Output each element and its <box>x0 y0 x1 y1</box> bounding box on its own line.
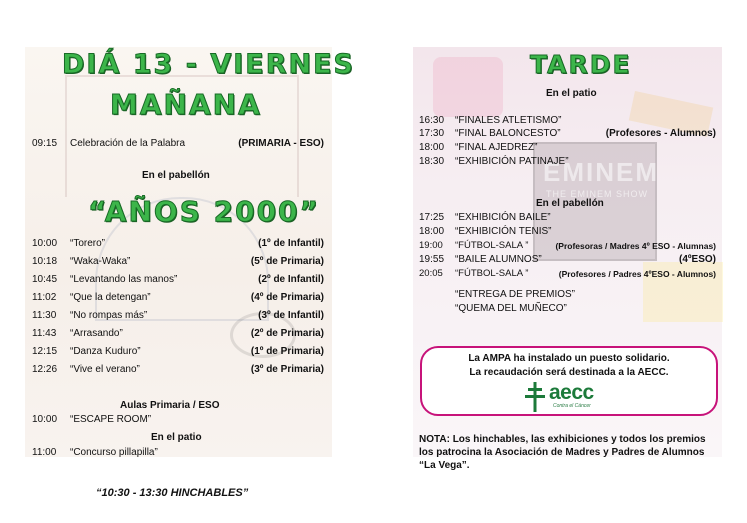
row-time: 11:43 <box>32 328 57 339</box>
aecc-logo <box>523 381 623 413</box>
day-title: DIÁ 13 - VIERNES <box>62 49 355 80</box>
theme-title: “AÑOS 2000” <box>88 195 320 228</box>
row-group: (5º de Primaria) <box>250 256 324 267</box>
row-activity: “BAILE ALUMNOS” <box>455 254 542 265</box>
notice-line: La AMPA ha instalado un puesto solidario. <box>468 353 670 364</box>
row-time: 19:00 <box>419 240 443 251</box>
row-activity: “EXHIBICIÓN PATINAJE” <box>455 156 569 167</box>
row-group: (3º de Primaria) <box>250 364 324 375</box>
row-group: (Profesoras / Madres 4º ESO - Alumnas) <box>555 241 716 251</box>
row-activity: “Vive el verano” <box>70 364 140 375</box>
row-time: 12:26 <box>32 364 58 375</box>
row-time: 12:15 <box>32 346 58 357</box>
row-activity: “FINAL AJEDREZ” <box>455 142 538 153</box>
inflatables-footer: “10:30 - 13:30 HINCHABLES” <box>96 487 249 499</box>
row-time: 18:30 <box>419 156 445 167</box>
solidarity-notice-box <box>420 346 718 416</box>
row-activity: “ESCAPE ROOM” <box>70 414 152 425</box>
morning-title: MAÑANA <box>110 88 262 121</box>
venue-courtyard-right: En el patio <box>546 88 597 99</box>
row-activity: “Que la detengan” <box>70 292 151 303</box>
row-time: 20:05 <box>419 268 443 279</box>
row-activity: “Torero” <box>70 238 106 249</box>
row-group: (Profesores / Padres 4ºESO - Alumnos) <box>558 269 716 279</box>
row-time: 17:30 <box>419 128 445 139</box>
row-activity: Celebración de la Palabra <box>70 138 186 149</box>
row-group: (4ºESO) <box>679 254 716 265</box>
row-activity: “Danza Kuduro” <box>70 346 141 357</box>
row-time: 17:25 <box>419 212 445 223</box>
row-time: 09:15 <box>32 138 58 149</box>
row-activity: “Waka-Waka” <box>70 256 131 267</box>
row-time: 18:00 <box>419 226 445 237</box>
aecc-logo-tagline: Contra el Cáncer <box>553 403 591 409</box>
venue-pavilion-right: En el pabellón <box>536 198 604 209</box>
venue-classrooms: Aulas Primaria / ESO <box>120 400 220 411</box>
row-time: 11:00 <box>32 447 57 458</box>
row-group: (Profesores - Alumnos) <box>605 128 716 139</box>
row-group: (2º de Primaria) <box>250 328 324 339</box>
row-time: 19:55 <box>419 254 445 265</box>
background-poster-subtext: THE EMINEM SHOW <box>546 189 648 199</box>
afternoon-title: TARDE <box>530 50 632 79</box>
row-activity: “Arrasando” <box>70 328 123 339</box>
background-pink-art <box>433 57 503 117</box>
venue-courtyard-left: En el patio <box>151 432 202 443</box>
row-group: (1º de Infantil) <box>258 238 324 249</box>
row-activity: “Concurso pillapilla” <box>70 447 158 458</box>
row-activity: “FÚTBOL-SALA ” <box>455 268 529 279</box>
row-time: 10:00 <box>32 414 58 425</box>
row-group: (2º de Infantil) <box>258 274 324 285</box>
row-group: (3º de Infantil) <box>258 310 324 321</box>
row-activity: “ENTREGA DE PREMIOS” <box>455 289 576 300</box>
lorraine-cross-icon <box>523 381 547 413</box>
background-poster-text: EMINEM <box>543 157 659 187</box>
row-activity: “EXHIBICIÓN BAILE” <box>455 212 551 223</box>
row-group: (PRIMARIA - ESO) <box>238 138 324 149</box>
row-activity: “FÚTBOL-SALA ” <box>455 240 529 251</box>
row-activity: “FINALES ATLETISMO” <box>455 115 562 126</box>
row-time: 10:00 <box>32 238 58 249</box>
row-group: (4º de Primaria) <box>250 292 324 303</box>
row-time: 10:45 <box>32 274 58 285</box>
row-activity: “QUEMA DEL MUÑECO” <box>455 303 567 314</box>
row-time: 18:00 <box>419 142 445 153</box>
row-group: (1º de Primaria) <box>250 346 324 357</box>
row-activity: “Levantando las manos” <box>70 274 178 285</box>
row-time: 16:30 <box>419 115 445 126</box>
row-time: 11:02 <box>32 292 57 303</box>
row-time: 11:30 <box>32 310 57 321</box>
venue-pavilion-left: En el pabellón <box>142 170 210 181</box>
row-time: 10:18 <box>32 256 58 267</box>
row-activity: “No rompas más” <box>70 310 148 321</box>
notice-line: La recaudación será destinada a la AECC. <box>469 367 669 378</box>
row-activity: “FINAL BALONCESTO” <box>455 128 561 139</box>
aecc-logo-name: aecc <box>549 381 594 404</box>
row-activity: “EXHIBICIÓN TENIS” <box>455 226 552 237</box>
sponsor-note: NOTA: Los hinchables, las exhibiciones y todos los premios los patrocina la Asociación de Madres y Padres de Alumnos “La Vega”. <box>419 434 706 471</box>
